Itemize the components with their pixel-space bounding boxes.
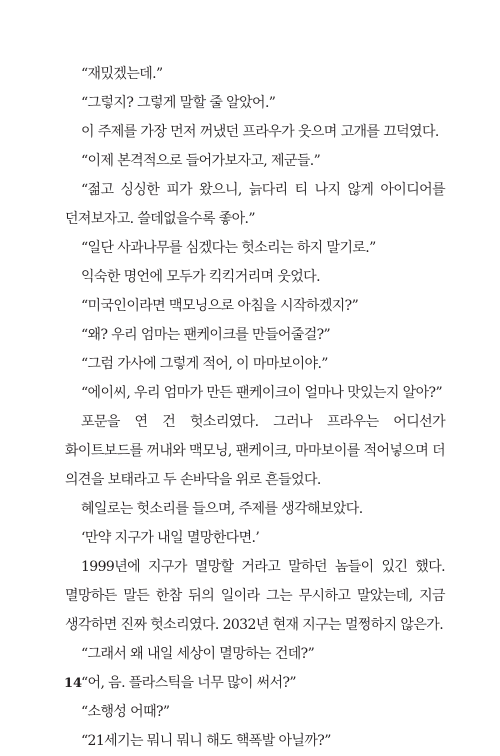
paragraph: “21세기는 뭐니 뭐니 해도 핵폭발 아닐까?” <box>81 733 331 749</box>
paragraph: “에이씨, 우리 엄마가 만든 팬케이크이 얼마나 맛있는지 알아?” <box>81 385 442 401</box>
paragraph: “왜? 우리 엄마는 팬케이크를 만들어줄걸?” <box>81 327 331 343</box>
paragraph: “이제 본격적으로 들어가보자고, 제군들.” <box>81 153 321 169</box>
paragraph: “소행성 어때?” <box>81 704 170 720</box>
paragraph: “미국인이라면 맥모닝으로 아침을 시작하겠지?” <box>81 298 359 314</box>
body-text <box>65 60 445 756</box>
paragraph: “그럼 가사에 그렇게 적어, 이 마마보이야.” <box>81 356 328 372</box>
paragraph: “그래서 왜 내일 세상이 멸망하는 건데?” <box>81 646 315 662</box>
page-number: 14 <box>64 676 83 691</box>
paragraph: “일단 사과나무를 심겠다는 헛소리는 하지 말기로.” <box>81 240 376 256</box>
paragraph: “그렇지? 그렇게 말할 줄 알았어.” <box>81 95 276 111</box>
paragraph: 1999년에 지구가 멸망할 거라고 말하던 놈들이 있긴 했다. 멸망하든 말든 한참 뒤의 일이라 그는 무시하고 말았는데, 지금 생각하면 진짜 헛소리였다. 2032년 현재 지구는 멀쩡하지 않은가. <box>65 559 445 633</box>
paragraph: “어, 음. 플라스틱을 너무 많이 써서?” <box>81 675 296 691</box>
paragraph: ‘만약 지구가 내일 멸망한다면.’ <box>81 530 260 546</box>
paragraph: 포문을 연 건 헛소리였다. 그러나 프라우는 어디선가 화이트보드를 꺼내와 맥모닝, 팬케이크, 마마보이를 적어넣으며 더 의견을 보태라고 두 손바닥을 위로 흔들었다. <box>65 414 445 488</box>
paragraph: 혜일로는 헛소리를 들으며, 주제를 생각해보았다. <box>81 501 363 517</box>
paragraph: “젊고 싱싱한 피가 왔으니, 늙다리 티 나지 않게 아이디어를 던져보자고. 쓸데없을수록 좋아.” <box>65 182 445 227</box>
paragraph: “재밌겠는데.” <box>81 66 163 82</box>
paragraph: 익숙한 명언에 모두가 킥킥거리며 웃었다. <box>81 269 320 285</box>
paragraph: 이 주제를 가장 먼저 꺼냈던 프라우가 웃으며 고개를 끄덕였다. <box>81 124 439 140</box>
